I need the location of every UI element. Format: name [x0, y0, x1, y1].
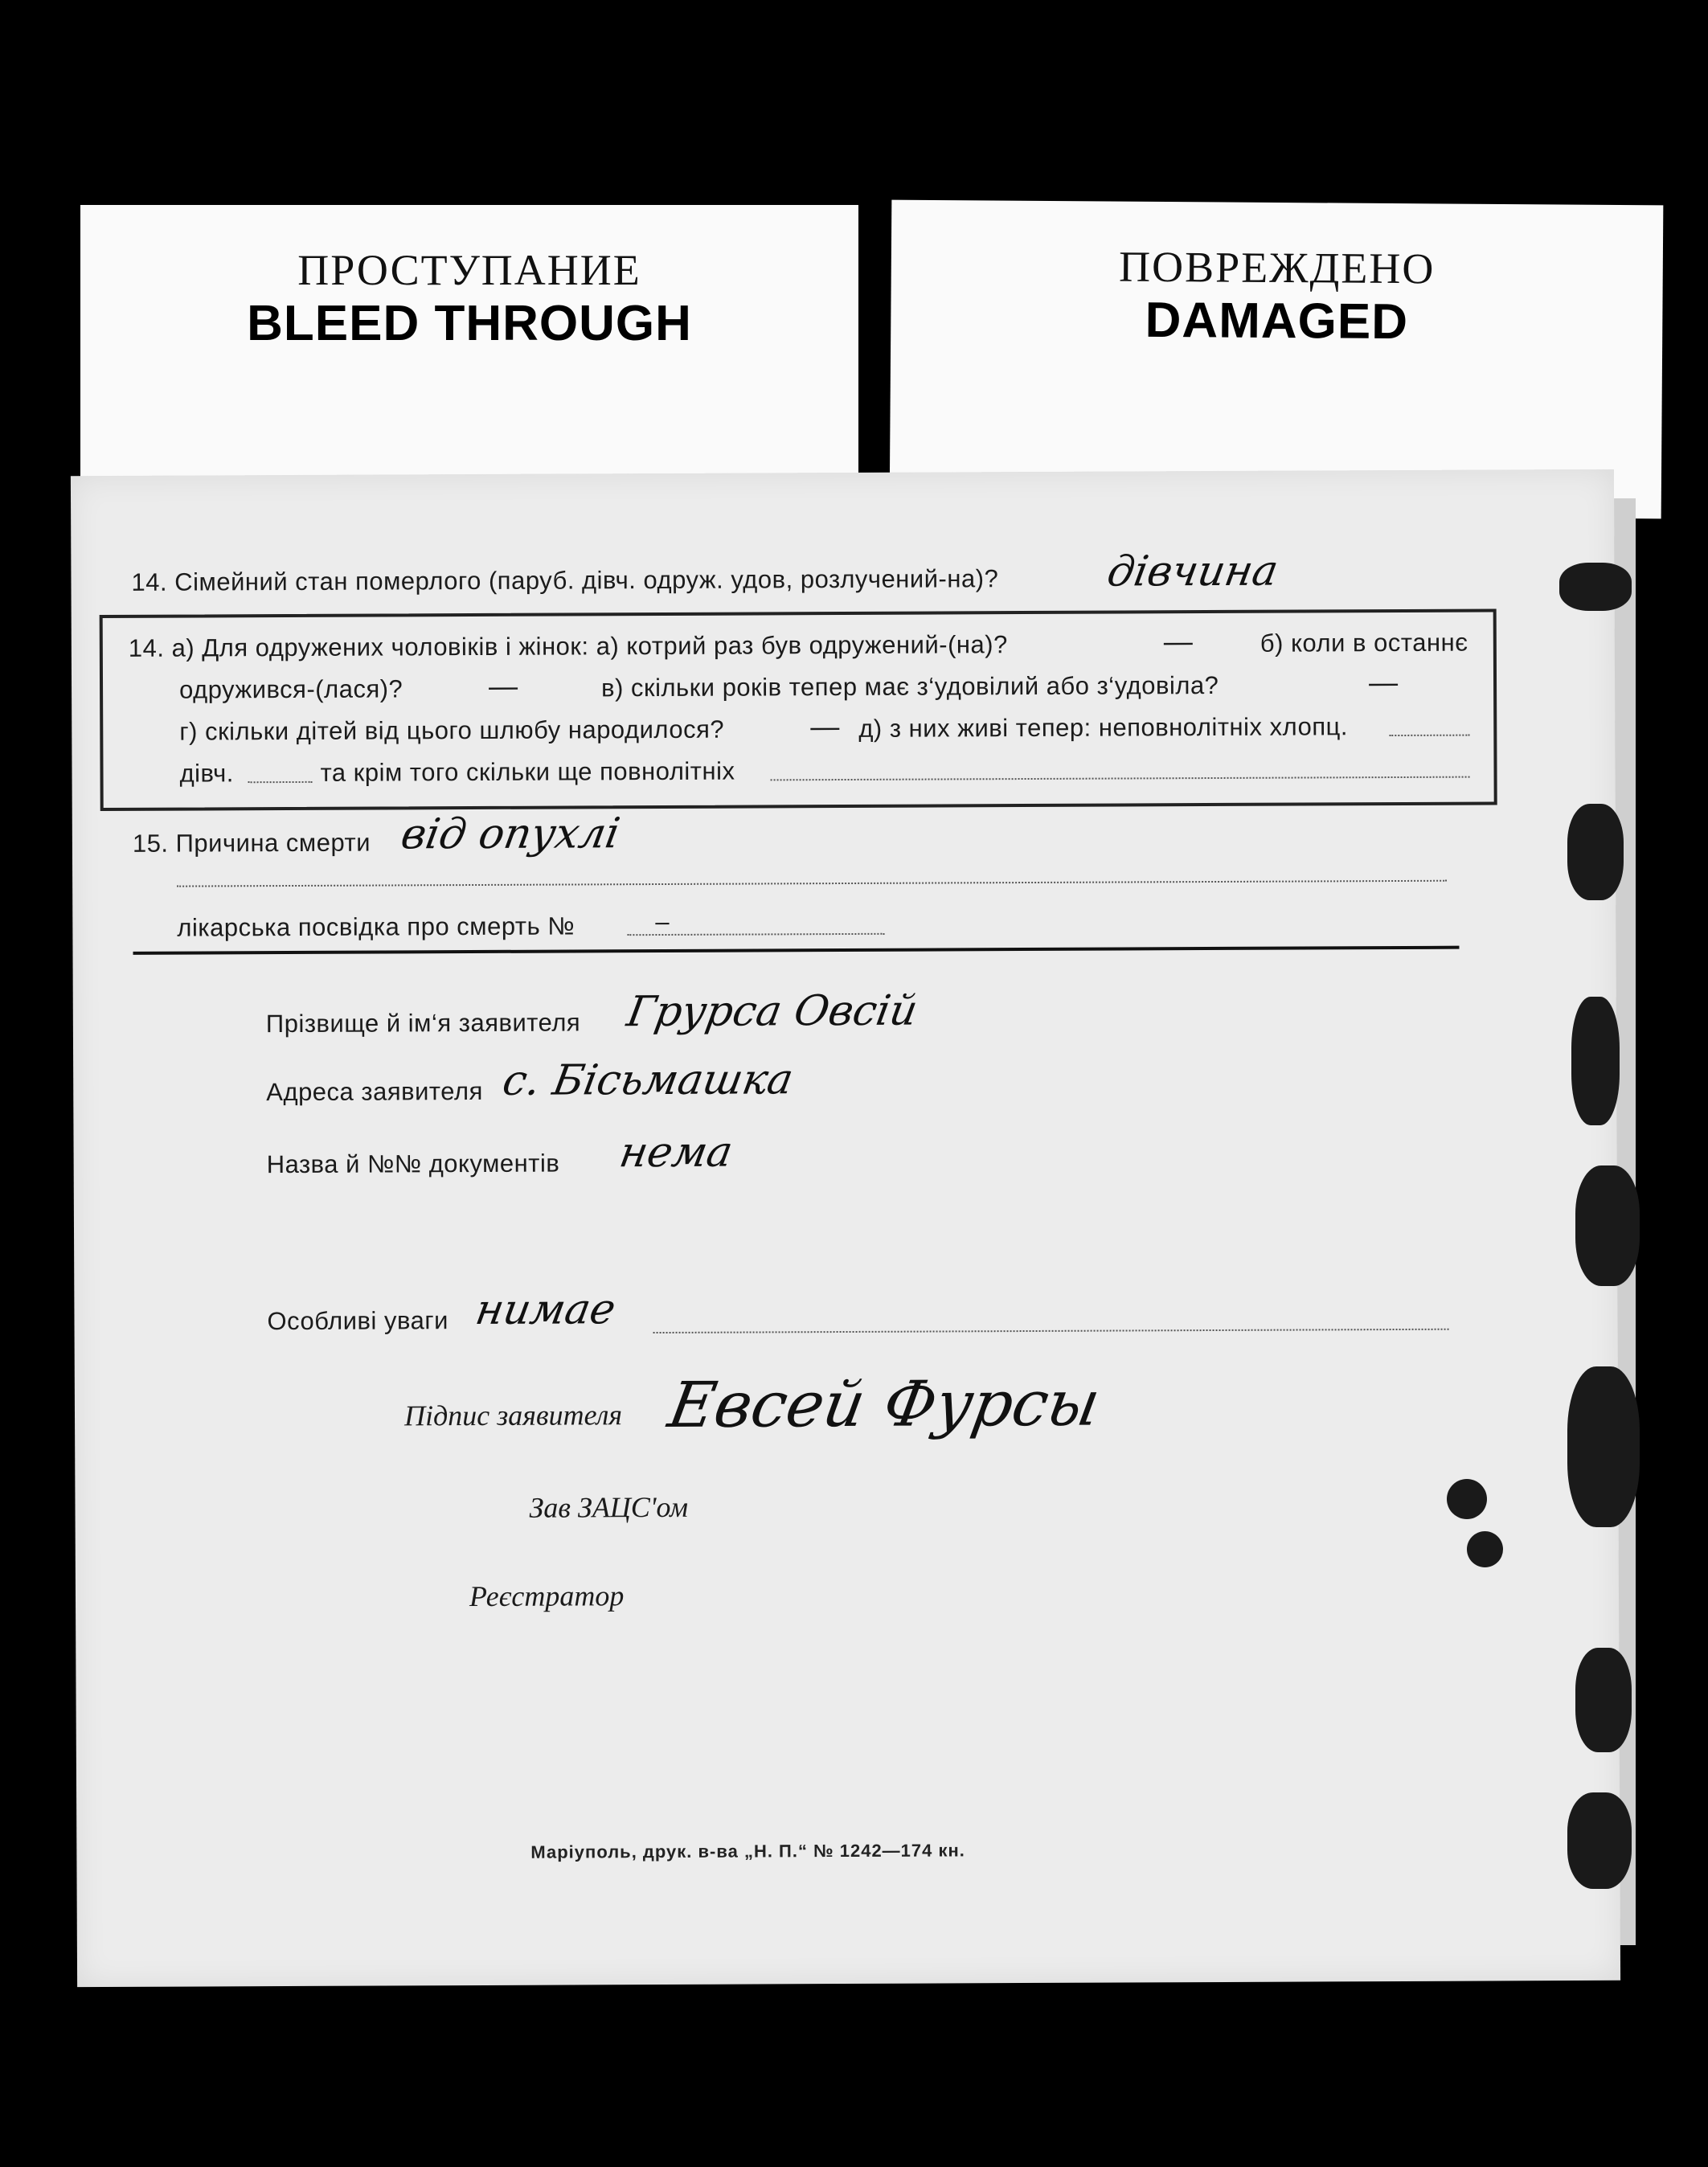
damage-spot	[1575, 1648, 1632, 1752]
q14a-line2: одружився-(лася)?	[178, 674, 403, 704]
q14-value: дівчина	[1104, 547, 1282, 596]
remarks-value: нимае	[472, 1285, 620, 1335]
bleed-through-card	[80, 205, 858, 510]
med-value: –	[655, 907, 670, 936]
signature-value: Евсей Фурсы	[663, 1367, 1106, 1442]
damage-spot	[1567, 1366, 1640, 1527]
q15-value: від опухлі	[397, 809, 624, 859]
q14a-line3b: д) з них живі тепер: неповнолітніх хлопц.	[858, 712, 1349, 743]
married-box	[100, 608, 1497, 811]
remarks-label: Особливі уваги	[267, 1306, 449, 1336]
applicant-name-value: Грурса Овсій	[623, 986, 921, 1037]
q14a-line1: 14. а) Для одружених чоловіків і жінок: а) котрий раз був одружений-(на)?	[128, 630, 1008, 662]
damage-spot	[1575, 1165, 1640, 1286]
q14a-line3: г) скільки дітей від цього шлюбу народилося?	[179, 715, 725, 746]
applicant-name-label: Прізвище й ім‘я заявителя	[265, 1008, 581, 1038]
zags-label: Зав ЗАЦС'ом	[529, 1490, 689, 1524]
q14a-line2b: в) скільки років тепер має з‘удовілий або з‘удовіла?	[600, 670, 1219, 703]
q15-dots	[177, 864, 1447, 887]
documents-value: нема	[616, 1128, 736, 1178]
damaged-ru: ПОВРЕЖДЕНО	[1118, 242, 1436, 293]
damage-spot	[1559, 563, 1632, 611]
med-label: лікарська посвідка про смерть №	[177, 911, 575, 942]
damage-spot	[1567, 1792, 1632, 1889]
section-divider	[133, 946, 1459, 955]
q15-label: 15. Причина смерти	[132, 828, 371, 858]
registrar-label: Реєстратор	[469, 1579, 625, 1613]
documents-label: Назва й №№ документів	[266, 1149, 560, 1179]
q14a-dash4: —	[810, 710, 840, 743]
med-dots	[627, 917, 884, 936]
damage-spot	[1567, 804, 1624, 900]
bleed-through-ru: ПРОСТУПАНИЕ	[297, 246, 641, 294]
punch-hole	[1467, 1531, 1503, 1567]
q14a-line1b: б) коли в останнє	[1259, 628, 1468, 657]
q14a-dash2: —	[488, 669, 518, 703]
q14a-line4-dots1	[248, 765, 312, 783]
q14-label: 14. Сімейний стан померлого (паруб. дівч. одруж. удов, розлучений-на)?	[131, 564, 999, 596]
punch-hole	[1447, 1479, 1487, 1519]
signature-label: Підпис заявителя	[403, 1399, 623, 1432]
form-sheet	[71, 469, 1620, 1987]
q14a-dash1: —	[1163, 625, 1194, 658]
q14a-line3-dots	[1389, 719, 1469, 736]
damage-spot	[1571, 997, 1620, 1125]
q14a-dash3: —	[1368, 665, 1399, 699]
printer-imprint: Маріуполь, друк. в-ва „Н. П.“ № 1242—174 кн.	[530, 1840, 965, 1862]
applicant-address-value: с. Бісьмашка	[499, 1055, 797, 1105]
q14a-line4-dots2	[770, 760, 1469, 781]
q14a-line4a: дівч.	[179, 759, 234, 788]
applicant-address-label: Адреса заявителя	[266, 1076, 483, 1107]
remarks-dots	[653, 1313, 1448, 1333]
q14a-line4b: та крім того скільки ще повнолітніх	[320, 756, 735, 787]
bleed-through-en: BLEED THROUGH	[247, 296, 692, 351]
damaged-en: DAMAGED	[1145, 292, 1409, 350]
